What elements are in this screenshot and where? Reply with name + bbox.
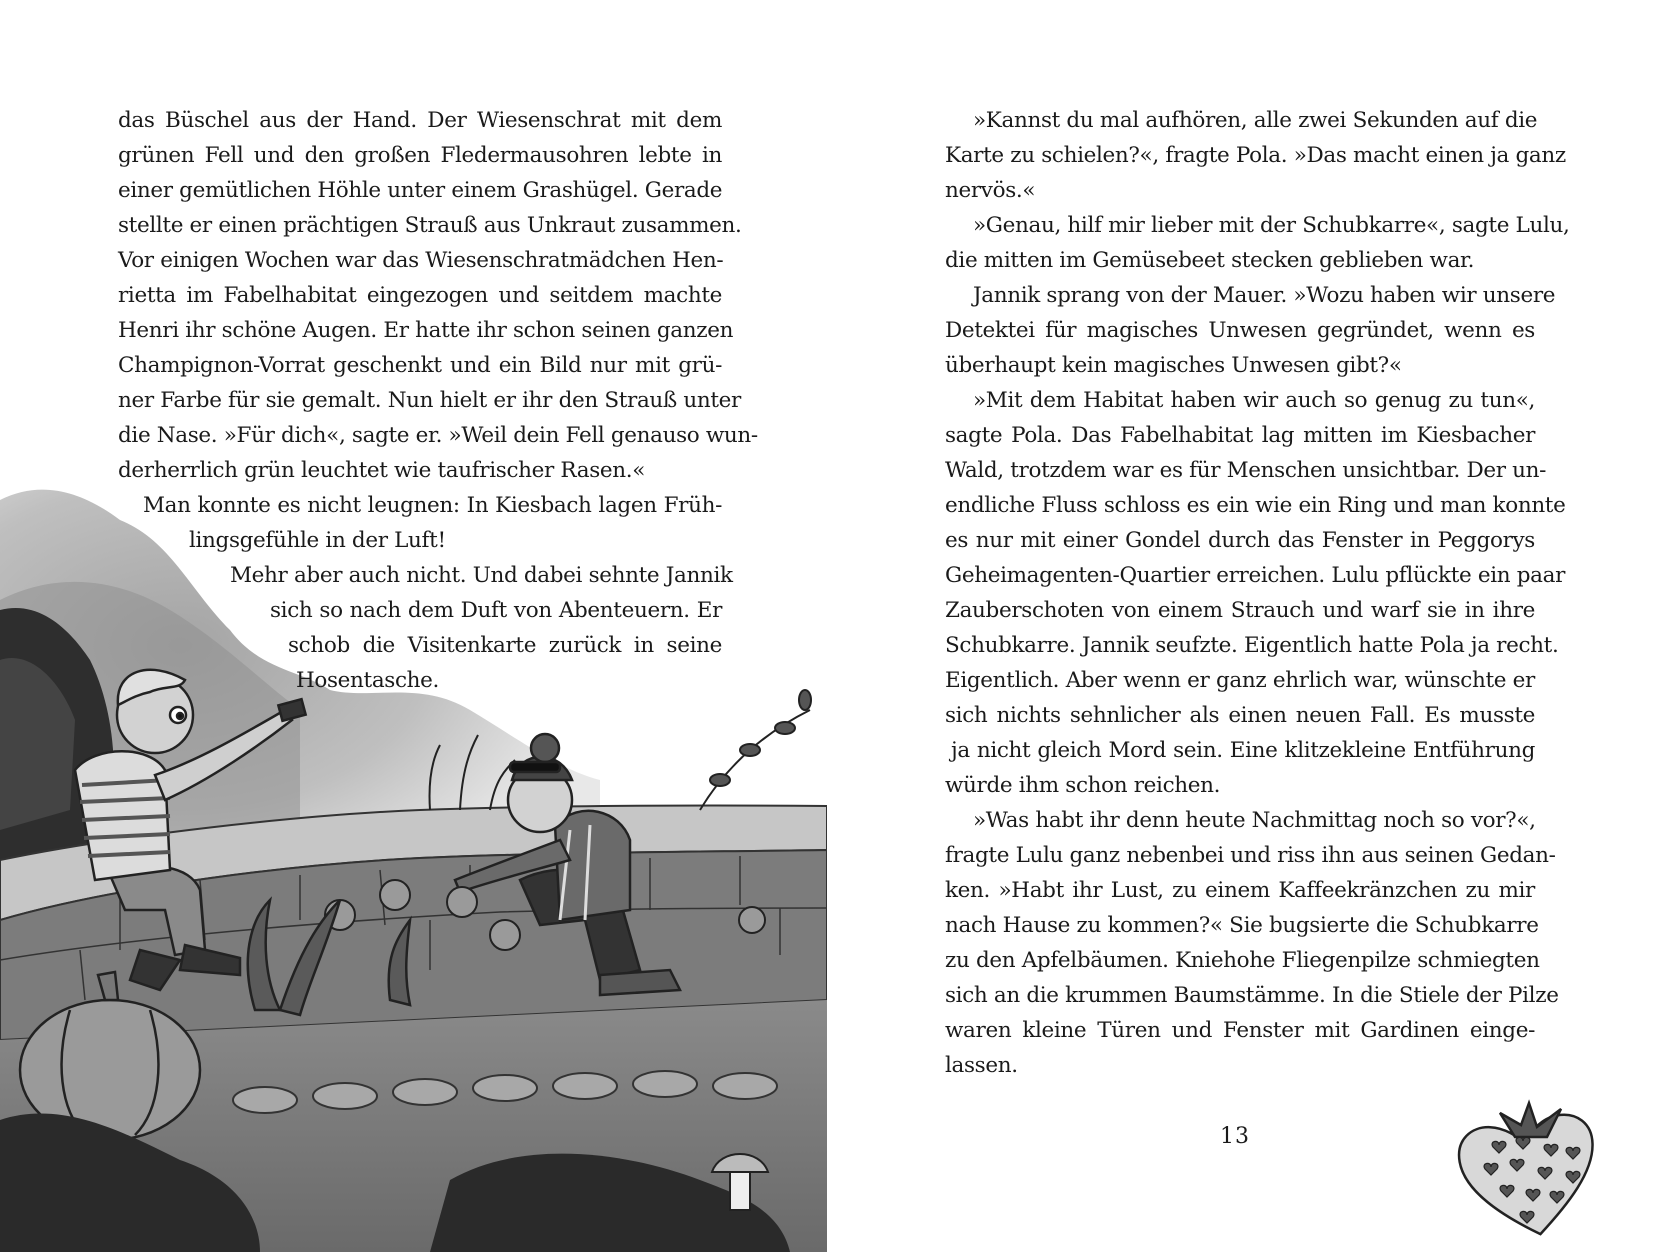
text-line: Schubkarre. Jannik seufzte. Eigentlich hatte Pola ja recht.: [945, 633, 1559, 658]
strawberry-heart-icon: [1455, 1095, 1605, 1240]
text-line: zu den Apfelbäumen. Kniehohe Fliegenpilze schmiegten: [945, 948, 1540, 973]
text-line: überhaupt kein magisches Unwesen gibt?«: [945, 353, 1402, 378]
text-line: nervös.«: [945, 178, 1036, 203]
text-line: ja nicht gleich Mord sein. Eine klitzekleine Entführung: [951, 738, 1535, 763]
text-line: Champignon-Vorrat geschenkt und ein Bild nur mit grü-: [118, 353, 722, 378]
text-line: rietta im Fabelhabitat eingezogen und seitdem machte: [118, 283, 722, 308]
text-line: schob die Visitenkarte zurück in seine: [288, 633, 722, 658]
text-line: »Genau, hilf mir lieber mit der Schubkarre«, sagte Lulu,: [973, 213, 1570, 238]
text-line: sich an die krummen Baumstämme. In die Stiele der Pilze: [945, 983, 1559, 1008]
text-line: Karte zu schielen?«, fragte Pola. »Das macht einen ja ganz: [945, 143, 1566, 168]
text-line: Detektei für magisches Unwesen gegründet, wenn es: [945, 318, 1535, 343]
text-line: grünen Fell und den großen Fledermausohren lebte in: [118, 143, 722, 168]
text-line: fragte Lulu ganz nebenbei und riss ihn aus seinen Gedan-: [945, 843, 1556, 868]
text-line: »Kannst du mal aufhören, alle zwei Sekunden auf die: [973, 108, 1538, 133]
text-line: würde ihm schon reichen.: [945, 773, 1221, 798]
text-line: ner Farbe für sie gemalt. Nun hielt er ihr den Strauß unter: [118, 388, 741, 413]
text-line: lassen.: [945, 1053, 1018, 1078]
page-number: 13: [1220, 1124, 1250, 1149]
text-line: »Mit dem Habitat haben wir auch so genug zu tun«,: [973, 388, 1535, 413]
text-line: Henri ihr schöne Augen. Er hatte ihr schon seinen ganzen: [118, 318, 734, 343]
text-line: einer gemütlichen Höhle unter einem Grashügel. Gerade: [118, 178, 723, 203]
text-line: sagte Pola. Das Fabelhabitat lag mitten im Kiesbacher: [945, 423, 1535, 448]
text-line: lingsgefühle in der Luft!: [189, 528, 446, 553]
vine: [700, 690, 811, 810]
text-line: die mitten im Gemüsebeet stecken geblieben war.: [945, 248, 1475, 273]
text-line: »Was habt ihr denn heute Nachmittag noch so vor?«,: [973, 808, 1536, 833]
text-line: Geheimagenten-Quartier erreichen. Lulu pflückte ein paar: [945, 563, 1566, 588]
text-line: Zauberschoten von einem Strauch und warf sie in ihre: [945, 598, 1535, 623]
text-line: Hosentasche.: [296, 668, 440, 693]
text-line: waren kleine Türen und Fenster mit Gardinen einge-: [945, 1018, 1535, 1043]
text-line: Mehr aber auch nicht. Und dabei sehnte Jannik: [230, 563, 733, 588]
text-line: sich so nach dem Duft von Abenteuern. Er: [270, 598, 722, 623]
text-line: derherrlich grün leuchtet wie taufrischer Rasen.«: [118, 458, 646, 483]
text-line: Jannik sprang von der Mauer. »Wozu haben wir unsere: [973, 283, 1556, 308]
text-line: endliche Fluss schloss es ein wie ein Ring und man konnte: [945, 493, 1566, 518]
text-line: Man konnte es nicht leugnen: In Kiesbach lagen Früh-: [143, 493, 722, 518]
text-line: nach Hause zu kommen?« Sie bugsierte die Schubkarre: [945, 913, 1539, 938]
text-line: stellte er einen prächtigen Strauß aus Unkraut zusammen.: [118, 213, 742, 238]
text-line: Vor einigen Wochen war das Wiesenschratmädchen Hen-: [118, 248, 724, 273]
text-line: die Nase. »Für dich«, sagte er. »Weil dein Fell genauso wun-: [118, 423, 758, 448]
text-line: Eigentlich. Aber wenn er ganz ehrlich war, wünschte er: [945, 668, 1535, 693]
text-line: das Büschel aus der Hand. Der Wiesenschrat mit dem: [118, 108, 722, 133]
text-line: ken. »Habt ihr Lust, zu einem Kaffeekränzchen zu mir: [945, 878, 1535, 903]
text-line: Wald, trotzdem war es für Menschen unsichtbar. Der un-: [945, 458, 1547, 483]
text-line: es nur mit einer Gondel durch das Fenster in Peggorys: [945, 528, 1535, 553]
text-line: sich nichts sehnlicher als einen neuen Fall. Es musste: [945, 703, 1535, 728]
